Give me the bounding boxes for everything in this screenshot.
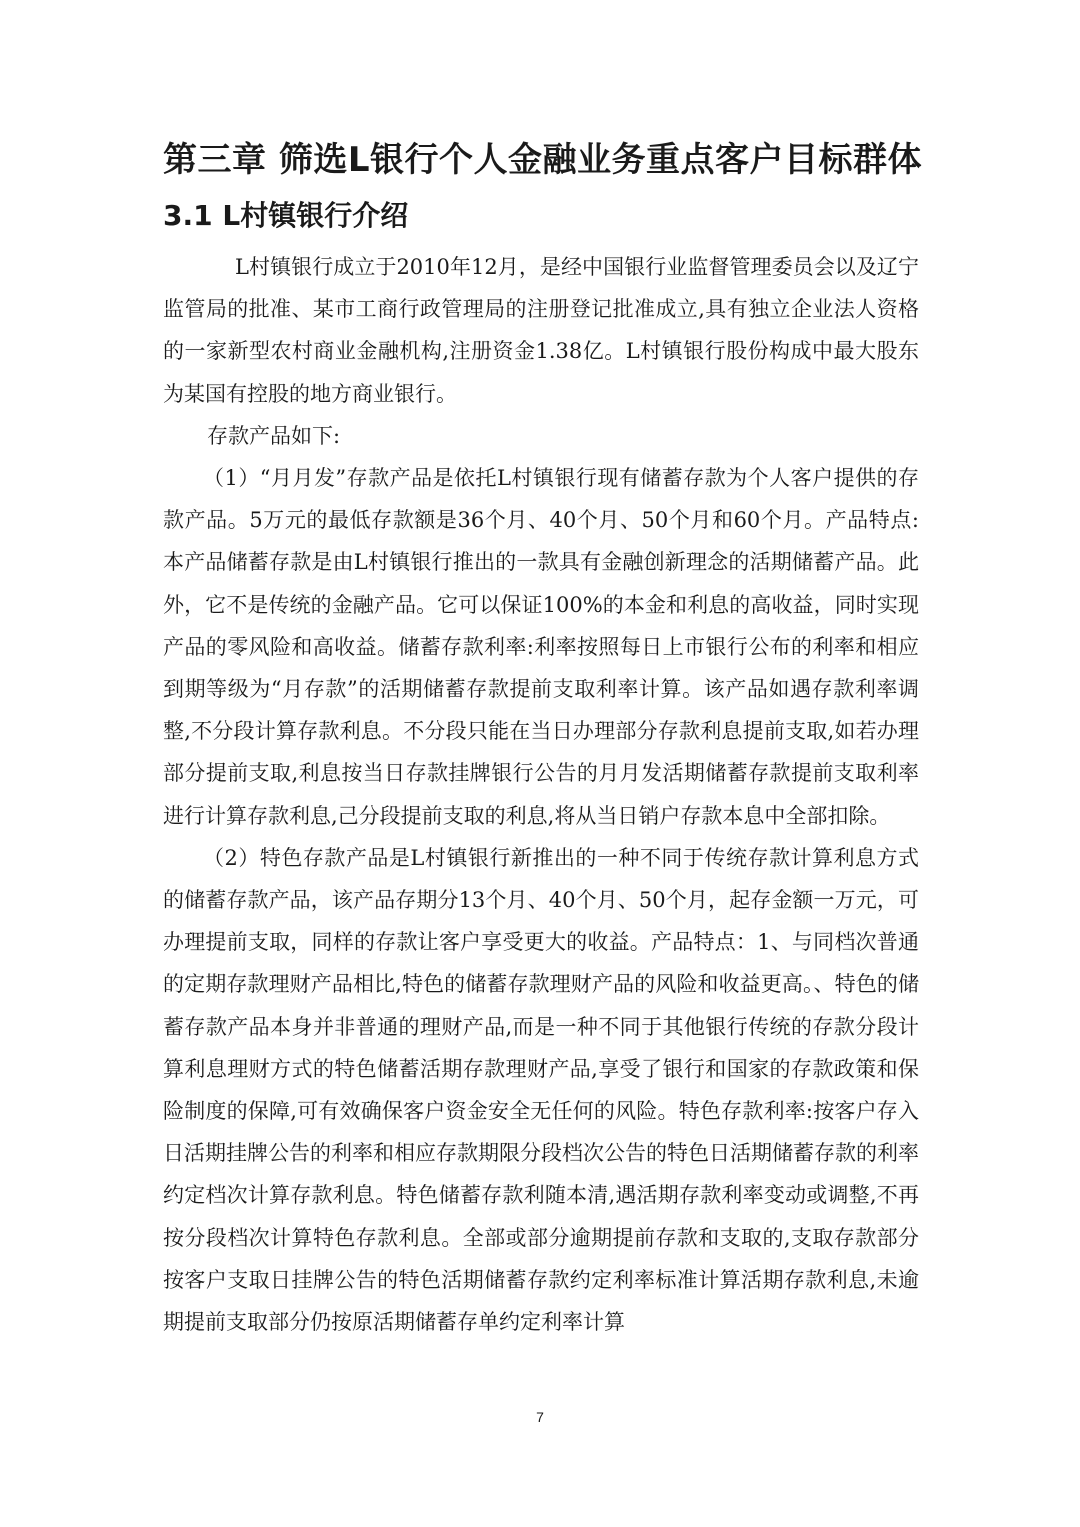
products-heading-paragraph: 存款产品如下: xyxy=(207,423,341,448)
product-1-paragraph: （1）“月月发”存款产品是依托L村镇银行现有储蓄存款为个人客户提供的存款产品。5万元的最低存款额是36个月、40个月、50个月和60个月。产品特点:本产品储蓄存款是由L村镇银行推出的一款具有金融创新理念的活期储蓄产品。此外，它不是传统的金融产品。它可以保证100%的本金和利息的高收益，同时实现产品的零风险和高收益。储蓄存款利率:利率按照每日上市银行公布的利率和相应到期等级为“月存款”的活期储蓄存款提前支取利率计算。该产品如遇存款利率调整,不分段计算存款利息。不分段只能在当日办理部分存款利息提前支取,如若办理部分提前支取,利息按当日存款挂牌银行公告的月月发活期储蓄存款提前支取利率进行计算存款利息,己分段提前支取的利息,将从当日销户存款本息中全部扣除。 xyxy=(163,466,919,828)
product-2-paragraph: （2）特色存款产品是L村镇银行新推出的一种不同于传统存款计算利息方式的储蓄存款产品，该产品存期分13个月、40个月、50个月，起存金额一万元，可办理提前支取，同样的存款让客户享受更大的收益。产品特点：1、与同档次普通的定期存款理财产品相比,特色的储蓄存款理财产品的风险和收益更高。、特色的储蓄存款产品本身并非普通的理财产品,而是一种不同于其他银行传统的存款分段计算利息理财方式的特色储蓄活期存款理财产品,享受了银行和国家的存款政策和保险制度的保障,可有效确保客户资金安全无任何的风险。特色存款利率:按客户存入日活期挂牌公告的利率和相应存款期限分段档次公告的特色日活期储蓄存款的利率约定档次计算存款利息。特色储蓄存款利随本清,遇活期存款利率变动或调整,不再按分段档次计算特色存款利息。全部或部分逾期提前存款和支取的,支取存款部分按客户支取日挂牌公告的特色活期储蓄存款约定利率标准计算活期存款利息,未逾期提前支取部分仍按原活期储蓄存单约定利率计算 xyxy=(163,845,919,1335)
section-title: 3.1 L村镇银行介绍 xyxy=(163,199,409,232)
body-text xyxy=(163,246,919,1343)
chapter-title: 第三章 筛选L银行个人金融业务重点客户目标群体 xyxy=(163,140,923,180)
intro-paragraph: L村镇银行成立于2010年12月，是经中国银行业监督管理委员会以及辽宁监管局的批准、某市工商行政管理局的注册登记批准成立,具有独立企业法人资格的一家新型农村商业金融机构,注册资金1.38亿。L村镇银行股份构成中最大股东为某国有控股的地方商业银行。 xyxy=(163,255,919,406)
page-number: 7 xyxy=(536,1409,544,1425)
